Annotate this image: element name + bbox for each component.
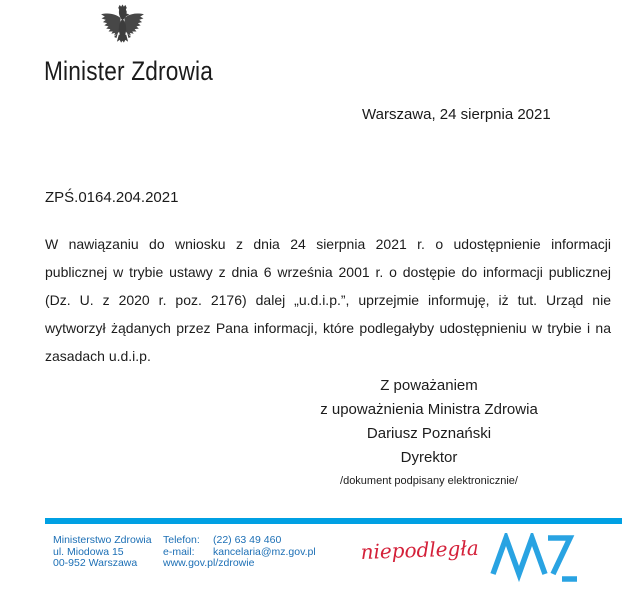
letterhead-title: Minister Zdrowia — [44, 56, 214, 86]
email-address[interactable]: kancelaria@mz.gov.pl — [213, 545, 316, 558]
footer-divider-bar — [45, 518, 622, 524]
signer-title: Dyrektor — [400, 449, 458, 466]
footer-org-name: Ministerstwo Zdrowia — [53, 534, 152, 546]
letter-body — [45, 230, 611, 370]
electronic-signature-note: /dokument podpisany elektronicznie/ — [340, 475, 518, 487]
reference-number: ZPŚ.0164.204.2021 — [45, 189, 179, 206]
email-label: e-mail: — [163, 545, 195, 558]
body-line: (Dz. U. z 2020 r. poz. 2176) dalej „u.d.i.p.”, uprzejmie informuję, iż tut. Urząd nie — [45, 292, 611, 308]
phone-number: (22) 63 49 460 — [213, 534, 282, 546]
closing-authorization: z upoważnienia Ministra Zdrowia — [320, 401, 538, 418]
footer-address — [53, 535, 152, 570]
body-line: publicznej w trybie ustawy z dnia 6 września 2001 r. o dostępie do informacji publicznej — [45, 264, 611, 280]
website-url[interactable]: www.gov.pl/zdrowie — [163, 557, 255, 569]
closing-salutation: Z poważaniem — [380, 377, 478, 394]
body-line: W nawiązaniu do wniosku z dnia 24 sierpnia 2021 r. o udostępnienie informacji — [45, 236, 611, 252]
polish-eagle-emblem-icon — [99, 4, 146, 58]
niepodlegla-script-logo: niepodległa — [360, 535, 480, 564]
signer-name: Dariusz Poznański — [366, 425, 492, 442]
footer-contact — [163, 535, 316, 570]
phone-label: Telefon: — [163, 534, 200, 546]
mz-monogram-logo-icon — [490, 533, 580, 583]
footer-city: 00-952 Warszawa — [53, 557, 138, 569]
signature-block — [250, 374, 608, 493]
body-line: wytworzył żądanych przez Pana informacji, które podlegałyby udostępnieniu w trybie i na — [45, 320, 611, 336]
footer-street: ul. Miodowa 15 — [53, 545, 124, 558]
place-date: Warszawa, 24 sierpnia 2021 — [362, 106, 551, 123]
body-line: zasadach u.d.i.p. — [45, 348, 151, 364]
